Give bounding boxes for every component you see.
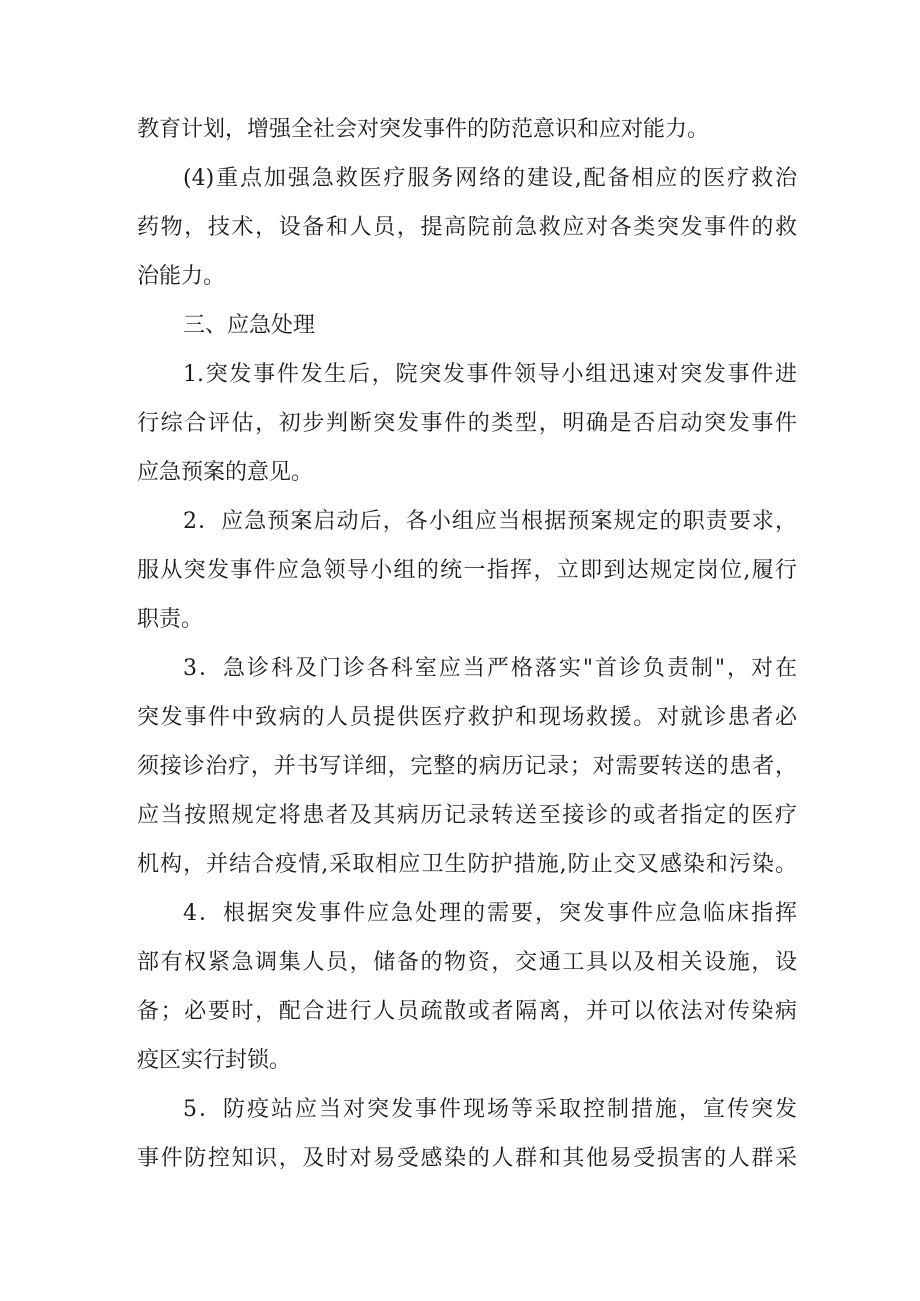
body-text-line: 事件防控知识，及时对易受感染的人群和其他易受损害的人群采 xyxy=(137,1146,797,1171)
body-text-line: 1.突发事件发生后，院突发事件领导小组迅速对突发事件进 xyxy=(183,362,797,387)
body-text-line: 治能力。 xyxy=(137,264,226,289)
body-text-line: 应当按照规定将患者及其病历记录转送至接诊的或者指定的医疗 xyxy=(137,803,797,828)
body-text-line: 机构，并结合疫情,采取相应卫生防护措施,防止交叉感染和污染。 xyxy=(137,852,797,877)
body-text-line: 备；必要时，配合进行人员疏散或者隔离，并可以依法对传染病 xyxy=(137,999,797,1024)
body-text-line: 疫区实行封锁。 xyxy=(137,1048,292,1073)
body-text-line: 行综合评估，初步判断突发事件的类型，明确是否启动突发事件 xyxy=(137,411,797,436)
body-text-line: (4)重点加强急救医疗服务网络的建设,配备相应的医疗救治 xyxy=(183,166,797,191)
body-text-line: 服从突发事件应急领导小组的统一指挥，立即到达规定岗位,履行 xyxy=(137,558,797,583)
body-text-line: 教育计划，增强全社会对突发事件的防范意识和应对能力。 xyxy=(137,117,710,142)
body-text-line: 应急预案的意见。 xyxy=(137,460,314,485)
body-text-line: 2．应急预案启动后，各小组应当根据预案规定的职责要求， xyxy=(183,509,797,534)
body-text-line: 部有权紧急调集人员，储备的物资，交通工具以及相关设施，设 xyxy=(137,950,797,975)
body-text-line: 职责。 xyxy=(137,607,204,632)
body-text-line: 药物，技术，设备和人员，提高院前急救应对各类突发事件的救 xyxy=(137,215,797,240)
body-text-line: 突发事件中致病的人员提供医疗救护和现场救援。对就诊患者必 xyxy=(137,705,797,730)
body-text-line: 3．急诊科及门诊各科室应当严格落实"首诊负责制"，对在 xyxy=(183,656,797,681)
section-heading: 三、应急处理 xyxy=(183,313,316,338)
body-text-line: 4．根据突发事件应急处理的需要，突发事件应急临床指挥 xyxy=(183,901,797,926)
body-text-line: 须接诊治疗，并书写详细，完整的病历记录；对需要转送的患者， xyxy=(137,754,797,779)
body-text-line: 5．防疫站应当对突发事件现场等采取控制措施，宣传突发 xyxy=(183,1097,797,1122)
